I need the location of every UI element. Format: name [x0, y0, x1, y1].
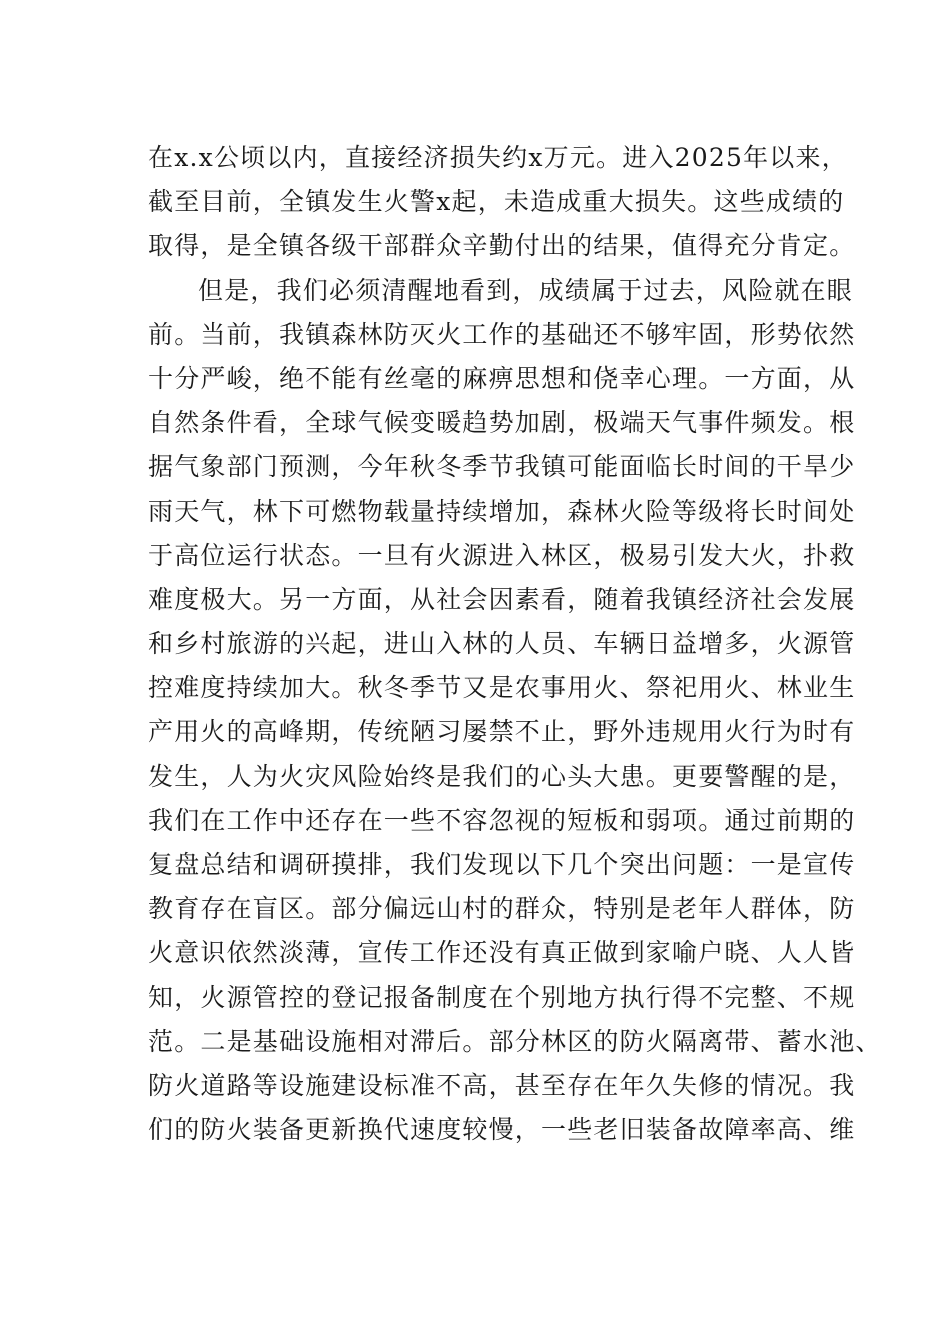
text-line: 截至目前，全镇发生火警x起，未造成重大损失。这些成绩的: [148, 187, 845, 217]
text-line: 们的防火装备更新换代速度较慢，一些老旧装备故障率高、维: [148, 1115, 856, 1145]
text-line: 产用火的高峰期，传统陋习屡禁不止，野外违规用火行为时有: [148, 717, 856, 747]
text-line: 火意识依然淡薄，宣传工作还没有真正做到家喻户晓、人人皆: [148, 938, 856, 968]
text-line: 和乡村旅游的兴起，进山入林的人员、车辆日益增多，火源管: [148, 629, 856, 659]
text-line: 据气象部门预测，今年秋冬季节我镇可能面临长时间的干旱少: [148, 452, 856, 482]
text-line: 控难度持续加大。秋冬季节又是农事用火、祭祀用火、林业生: [148, 673, 856, 703]
text-line: 自然条件看，全球气候变暖趋势加剧，极端天气事件频发。根: [148, 408, 856, 438]
paragraph-start-line: 但是，我们必须清醒地看到，成绩属于过去，风险就在眼: [198, 275, 854, 305]
body-text: [148, 136, 882, 1152]
text-line: 防火道路等设施建设标准不高，甚至存在年久失修的情况。我: [148, 1070, 856, 1100]
text-line: 在x.x公顷以内，直接经济损失约x万元。进入2025年以来，: [148, 143, 848, 172]
text-line: 十分严峻，绝不能有丝毫的麻痹思想和侥幸心理。一方面，从: [148, 363, 856, 393]
text-line: 于高位运行状态。一旦有火源进入林区，极易引发大火，扑救: [148, 540, 856, 570]
text-line: 取得，是全镇各级干部群众辛勤付出的结果，值得充分肯定。: [148, 231, 856, 261]
text-line: 难度极大。另一方面，从社会因素看，随着我镇经济社会发展: [148, 584, 856, 614]
text-line: 我们在工作中还存在一些不容忽视的短板和弱项。通过前期的: [148, 805, 856, 835]
text-line: 雨天气，林下可燃物载量持续增加，森林火险等级将长时间处: [148, 496, 856, 526]
text-line: 发生，人为火灾风险始终是我们的心头大患。更要警醒的是，: [148, 761, 856, 791]
text-line: 复盘总结和调研摸排，我们发现以下几个突出问题：一是宣传: [148, 850, 856, 879]
text-line: 前。当前，我镇森林防灭火工作的基础还不够牢固，形势依然: [148, 319, 856, 349]
text-line: 范。二是基础设施相对滞后。部分林区的防火隔离带、蓄水池、: [148, 1026, 882, 1056]
text-line: 教育存在盲区。部分偏远山村的群众，特别是老年人群体，防: [148, 894, 856, 924]
text-line: 知，火源管控的登记报备制度在个别地方执行得不完整、不规: [148, 982, 856, 1012]
